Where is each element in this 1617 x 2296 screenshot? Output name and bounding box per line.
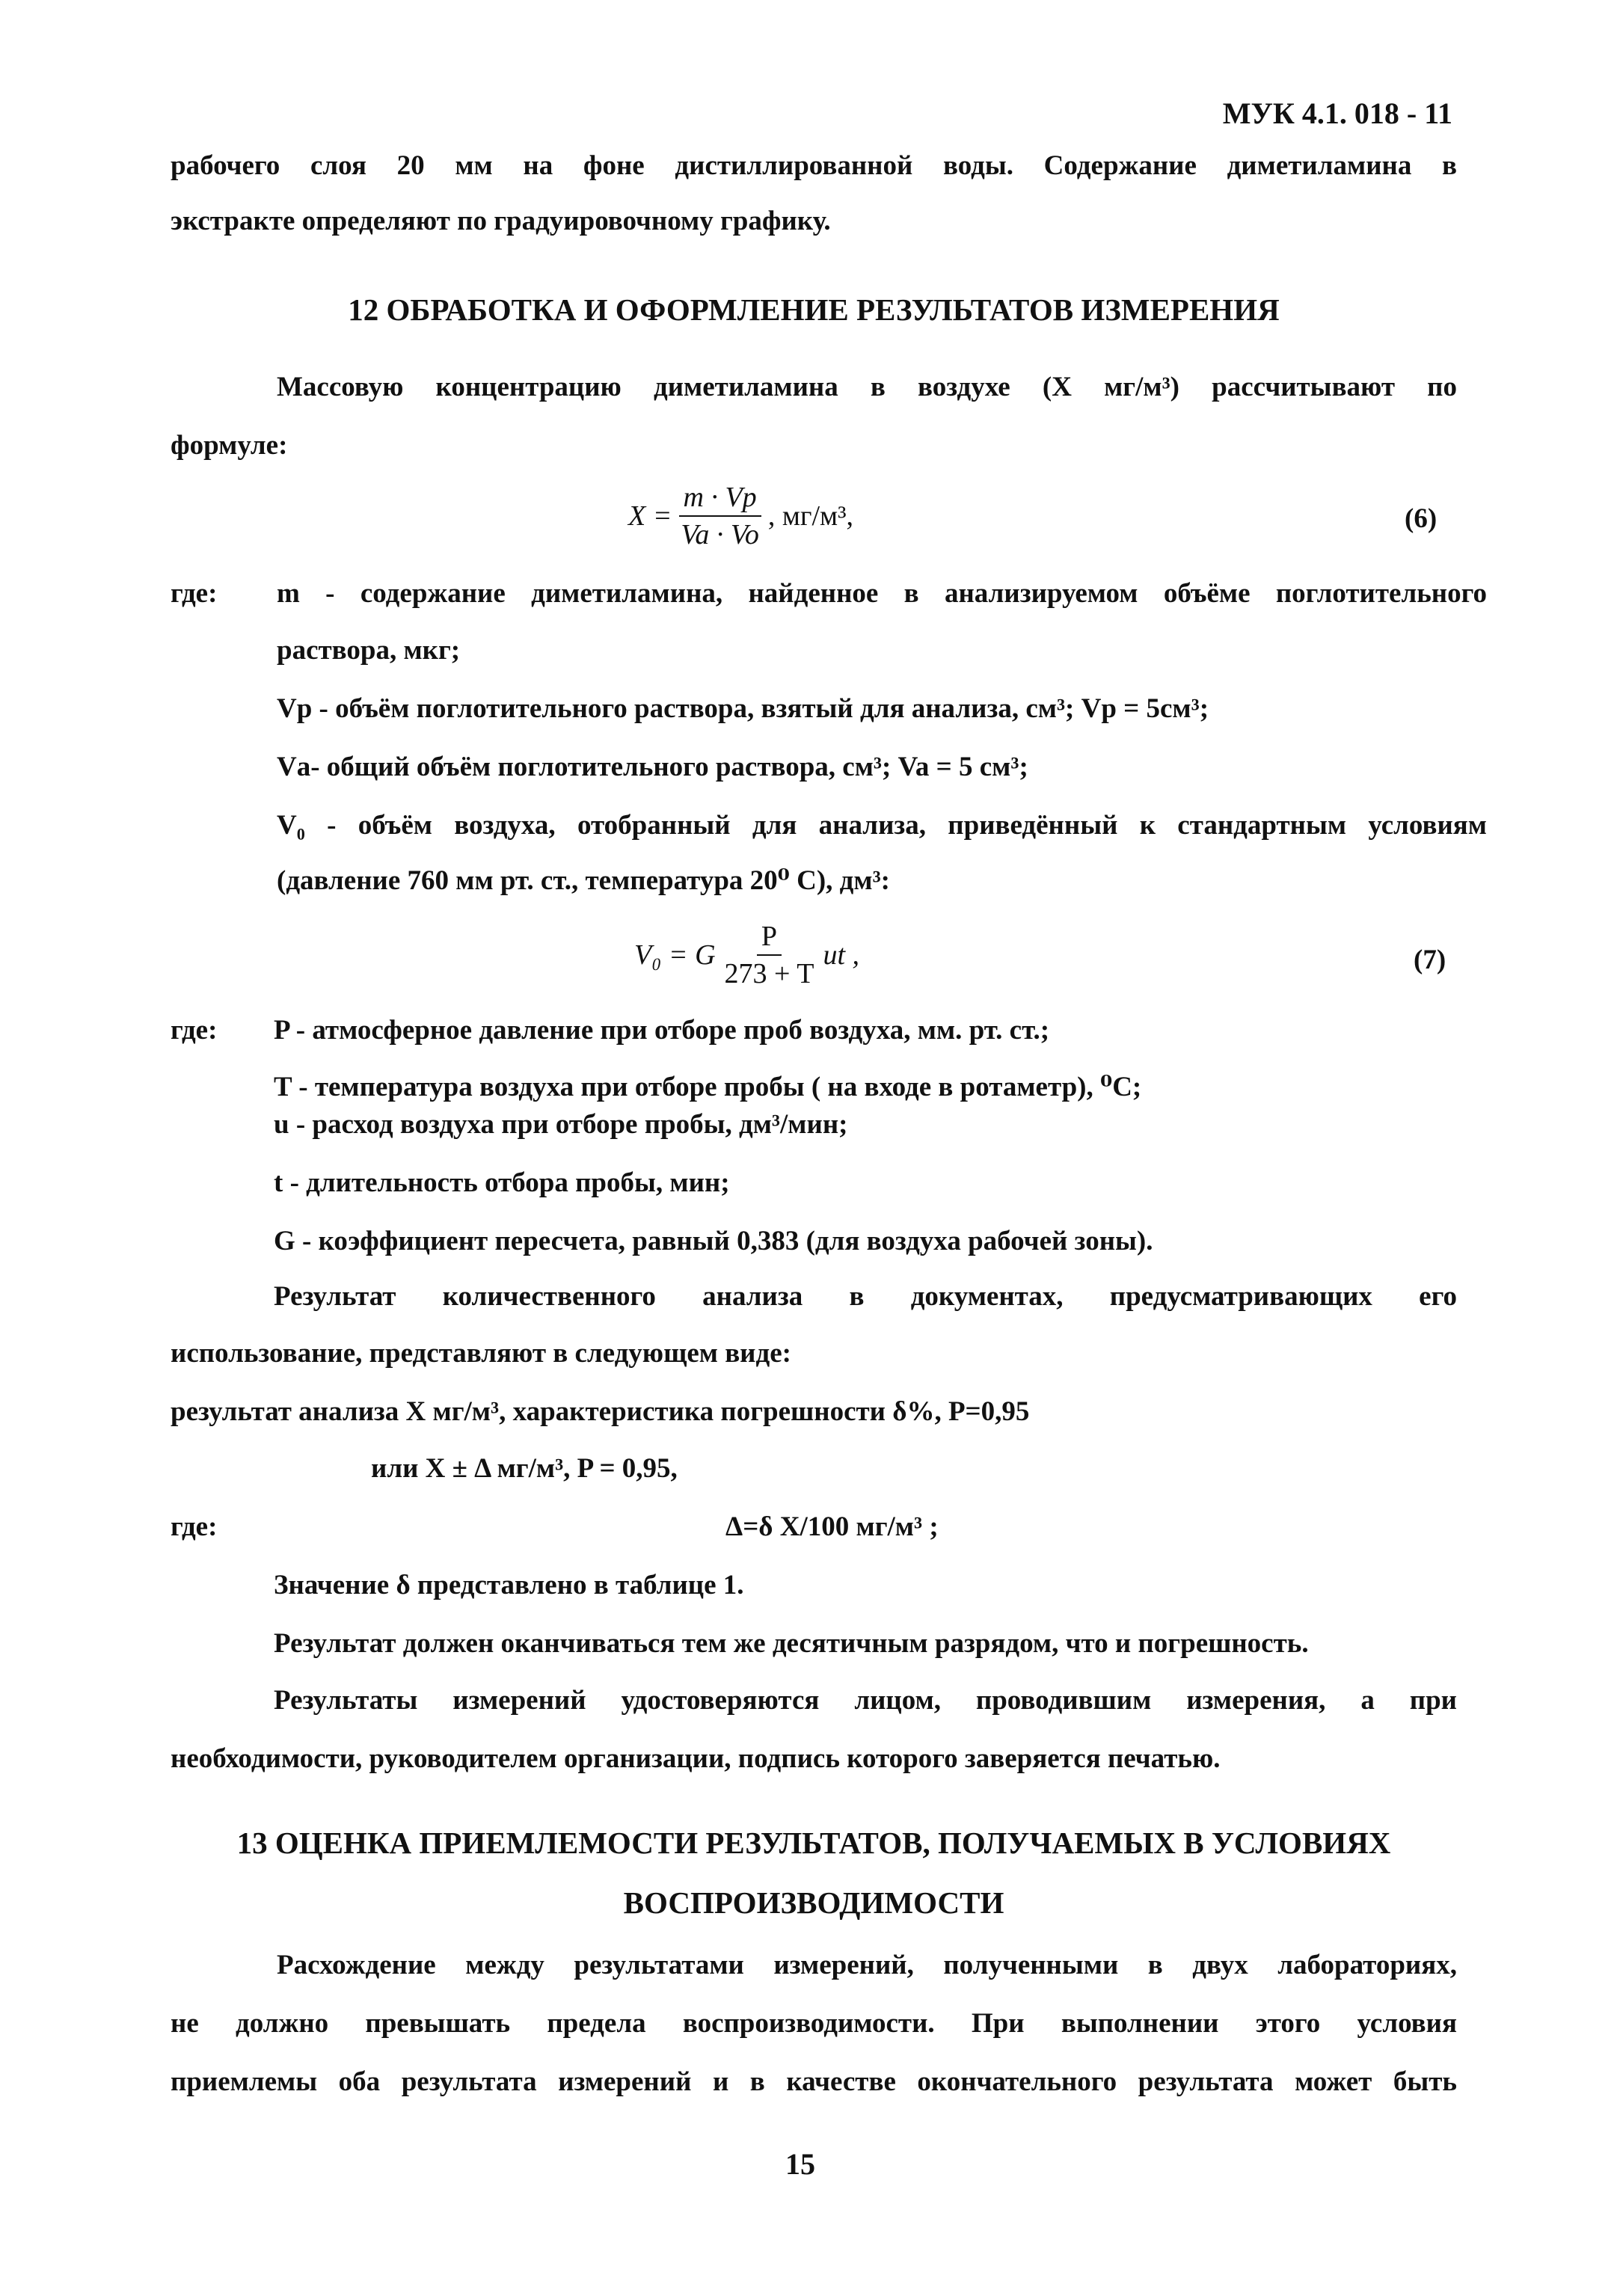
definition-u: u - расход воздуха при отборе пробы, дм³/мин; xyxy=(274,1109,848,1140)
section-13-paragraph-line-1: Расхождение между результатами измерений, полученными в двух лабораториях, xyxy=(277,1950,1457,1980)
formula-6-number: (6) xyxy=(1405,503,1437,534)
definition-m-line-2: раствора, мкг; xyxy=(277,635,461,666)
definition-g: G - коэффициент пересчета, равный 0,383 (для воздуха рабочей зоны). xyxy=(274,1226,1153,1256)
delta-note: Значение δ представлено в таблице 1. xyxy=(274,1570,744,1600)
formula-7-denominator: 273 + T xyxy=(724,958,814,989)
section-12-paragraph-1-line-2: формуле: xyxy=(171,430,288,461)
formula-7-number: (7) xyxy=(1414,945,1446,975)
page-number: 15 xyxy=(785,2147,815,2181)
formula-6 xyxy=(628,479,853,553)
delta-formula: Δ=δ X/100 мг/м³ ; xyxy=(725,1511,939,1542)
result-format-line: результат анализа X мг/м³, характеристика погрешности δ%, P=0,95 xyxy=(171,1396,1030,1427)
definition-m-line-1: m - содержание диметиламина, найденное в анализируемом объёме поглотительного xyxy=(277,578,1487,609)
intro-line-1: рабочего слоя 20 мм на фоне дистиллированной воды. Содержание диметиламина в xyxy=(171,150,1457,181)
section-13-paragraph-line-3: приемлемы оба результата измерений и в качестве окончательного результата может быть xyxy=(171,2066,1457,2097)
formula-6-fraction xyxy=(676,481,764,551)
formula-7-fraction xyxy=(720,920,819,990)
section-12-paragraph-3-line-2: необходимости, руководителем организации, подпись которого заверяется печатью. xyxy=(171,1743,1221,1774)
section-13-title-line-2: ВОСПРОИЗВОДИМОСТИ xyxy=(623,1885,1004,1920)
section-12-paragraph-2-line-1: Результат количественного анализа в документах, предусматривающих его xyxy=(274,1281,1457,1312)
definition-v0-line-2: (давление 760 мм рт. ст., температура 20⁰ С), дм³: xyxy=(277,865,890,896)
document-code: МУК 4.1. 018 - 11 xyxy=(1222,96,1452,130)
definition-vp: Vр - объём поглотительного раствора, взятый для анализа, см³; Vp = 5см³; xyxy=(277,693,1209,724)
section-13-paragraph-line-2: не должно превышать предела воспроизводимости. При выполнении этого условия xyxy=(171,2008,1457,2039)
where-label-3: где: xyxy=(171,1511,218,1542)
formula-7-numerator: P xyxy=(757,920,782,956)
section-12-title: 12 ОБРАБОТКА И ОФОРМЛЕНИЕ РЕЗУЛЬТАТОВ ИЗМЕРЕНИЯ xyxy=(348,292,1280,327)
where-label-1: где: xyxy=(171,578,218,609)
intro-line-2: экстракте определяют по градуировочному графику. xyxy=(171,206,831,236)
formula-7 xyxy=(634,914,859,996)
definition-time: t - длительность отбора пробы, мин; xyxy=(274,1167,730,1198)
formula-6-lhs: X = xyxy=(628,500,672,532)
section-12-paragraph-2-line-2: использование, представляют в следующем виде: xyxy=(171,1338,791,1369)
formula-6-numerator: m · Vp xyxy=(679,481,761,517)
section-12-paragraph-3-line-1: Результаты измерений удостоверяются лицом, проводившим измерения, а при xyxy=(274,1685,1457,1716)
formula-7-tail: ut , xyxy=(823,939,860,971)
where-label-2: где: xyxy=(171,1015,218,1046)
section-13-title-line-1: 13 ОЦЕНКА ПРИЕМЛЕМОСТИ РЕЗУЛЬТАТОВ, ПОЛУЧАЕМЫХ В УСЛОВИЯХ xyxy=(236,1826,1391,1860)
formula-6-unit: , мг/м³, xyxy=(767,500,853,532)
definition-p: P - атмосферное давление при отборе проб воздуха, мм. рт. ст.; xyxy=(274,1015,1050,1046)
rounding-note: Результат должен оканчиваться тем же десятичным разрядом, что и погрешность. xyxy=(274,1628,1309,1659)
definition-va: Vа- общий объём поглотительного раствора, см³; Va = 5 см³; xyxy=(277,752,1028,782)
formula-6-denominator: Va · Vo xyxy=(681,519,759,550)
result-format-alt-line: или X ± Δ мг/м³, P = 0,95, xyxy=(371,1453,678,1484)
definition-v0-line-1: V₀ - объём воздуха, отобранный для анализа, приведённый к стандартным условиям xyxy=(277,810,1487,841)
section-12-paragraph-1-line-1: Массовую концентрацию диметиламина в воздухе (X мг/м³) рассчитывают по xyxy=(277,372,1457,402)
formula-7-lhs: V₀ = G xyxy=(634,939,716,971)
definition-t: T - температура воздуха при отборе пробы ( на входе в ротаметр), ⁰С; xyxy=(274,1072,1142,1102)
